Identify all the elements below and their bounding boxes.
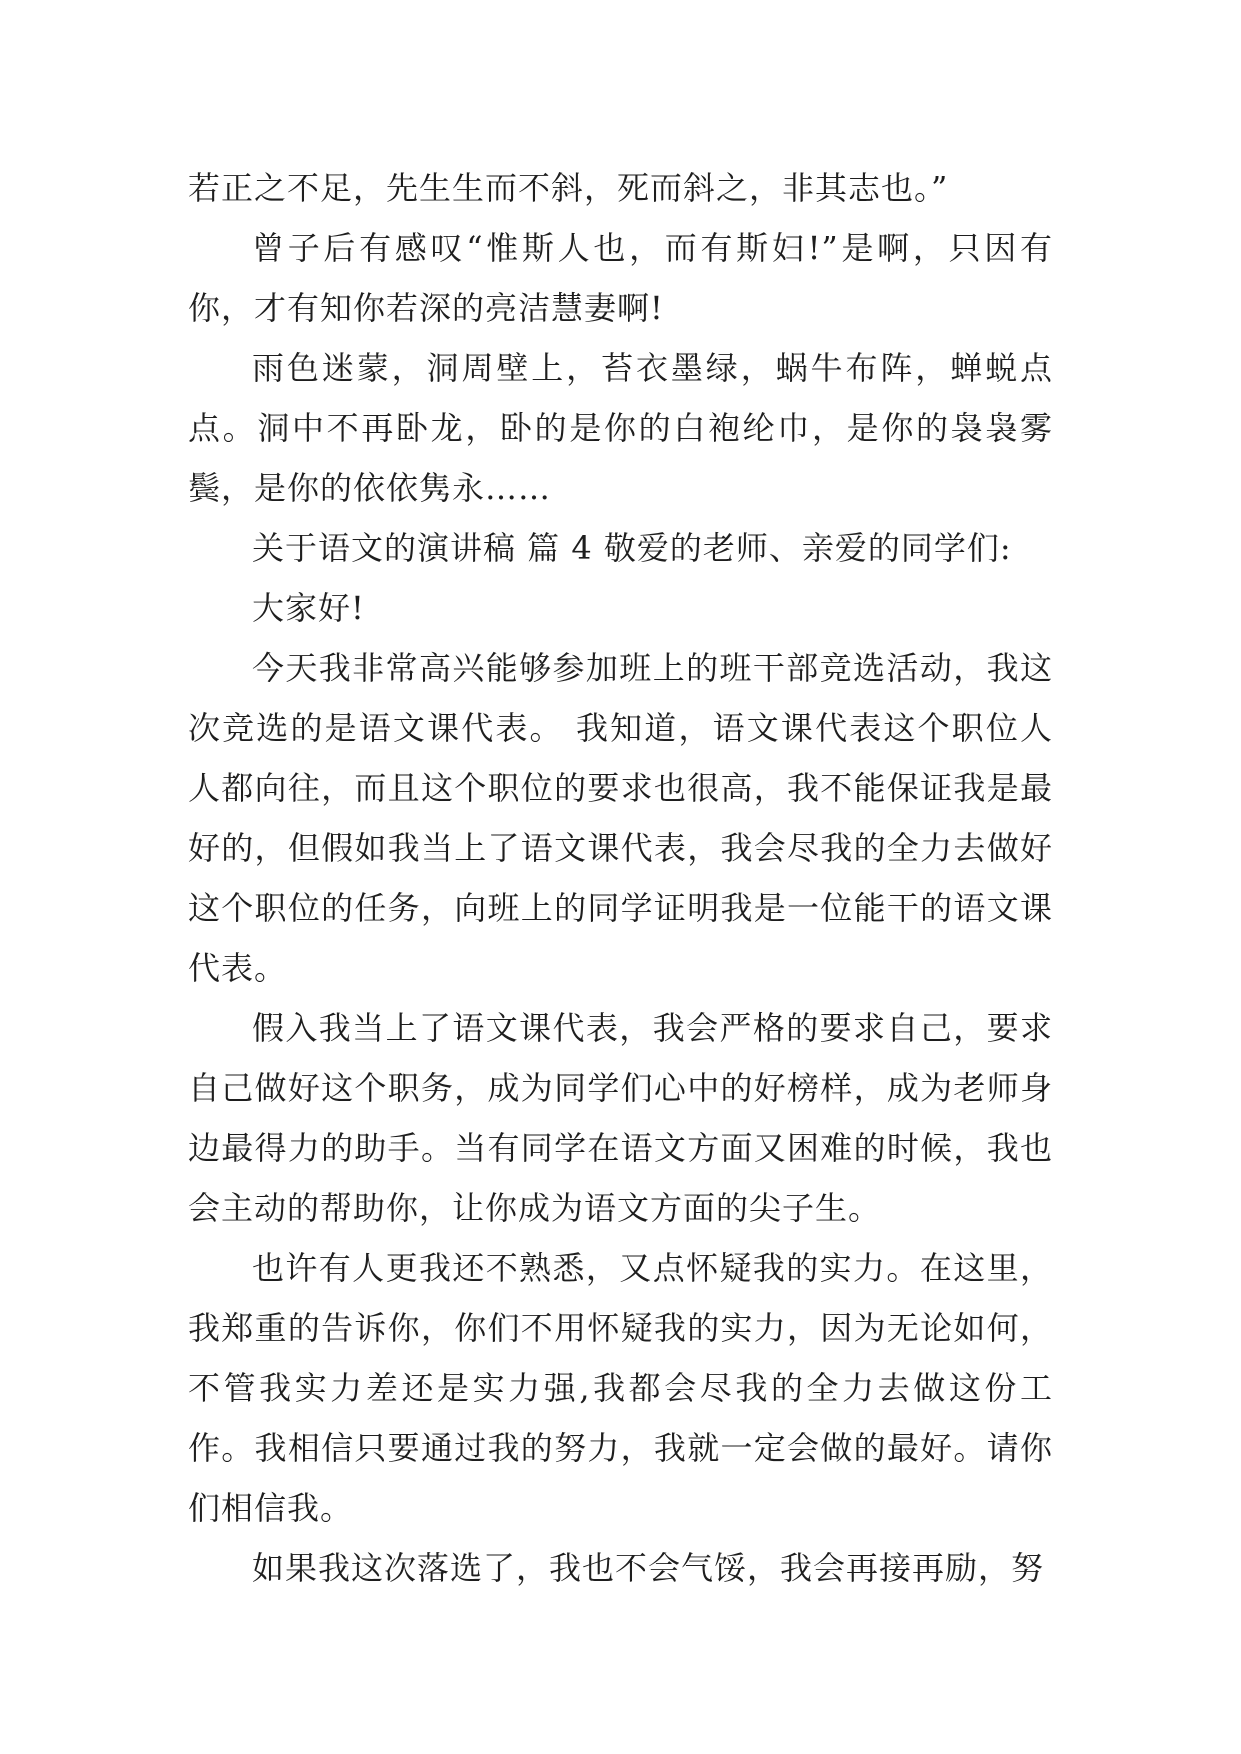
speech-heading: 关于语文的演讲稿 篇 4 敬爱的老师、亲爱的同学们:	[252, 529, 1012, 567]
paragraph-continued: 若正之不足，先生生而不斜，死而斜之，非其志也。”	[188, 169, 949, 207]
paragraph: 也许有人更我还不熟悉，又点怀疑我的实力。在这里，我郑重的告诉你，你们不用怀疑我的实力，因为无论如何，不管我实力差还是实力强,我都会尽我的全力去做这份工作。我相信只要通过我的努力，我就一定会做的最好。请你们相信我。	[188, 1249, 1053, 1527]
paragraph: 曾子后有感叹“惟斯人也，而有斯妇!”是啊，只因有你，才有知你若深的亮洁慧妻啊!	[188, 229, 1053, 327]
paragraph: 假入我当上了语文课代表，我会严格的要求自己，要求自己做好这个职务，成为同学们心中的好榜样，成为老师身边最得力的助手。当有同学在语文方面又困难的时候，我也会主动的帮助你，让你成为语文方面的尖子生。	[188, 1009, 1053, 1227]
paragraph: 雨色迷蒙，洞周壁上，苔衣墨绿，蜗牛布阵，蝉蜕点点。洞中不再卧龙，卧的是你的白袍纶巾，是你的袅袅雾鬓，是你的依依隽永……	[188, 349, 1053, 507]
paragraph: 今天我非常高兴能够参加班上的班干部竞选活动，我这次竞选的是语文课代表。 我知道，语文课代表这个职位人人都向往，而且这个职位的要求也很高，我不能保证我是最好的，但假如我当上了语文课代表，我会尽我的全力去做好这个职位的任务，向班上的同学证明我是一位能干的语文课代表。	[188, 649, 1053, 987]
document-body	[188, 158, 1053, 1598]
paragraph: 如果我这次落选了，我也不会气馁，我会再接再励，努	[252, 1549, 1045, 1587]
greeting: 大家好!	[252, 589, 365, 627]
